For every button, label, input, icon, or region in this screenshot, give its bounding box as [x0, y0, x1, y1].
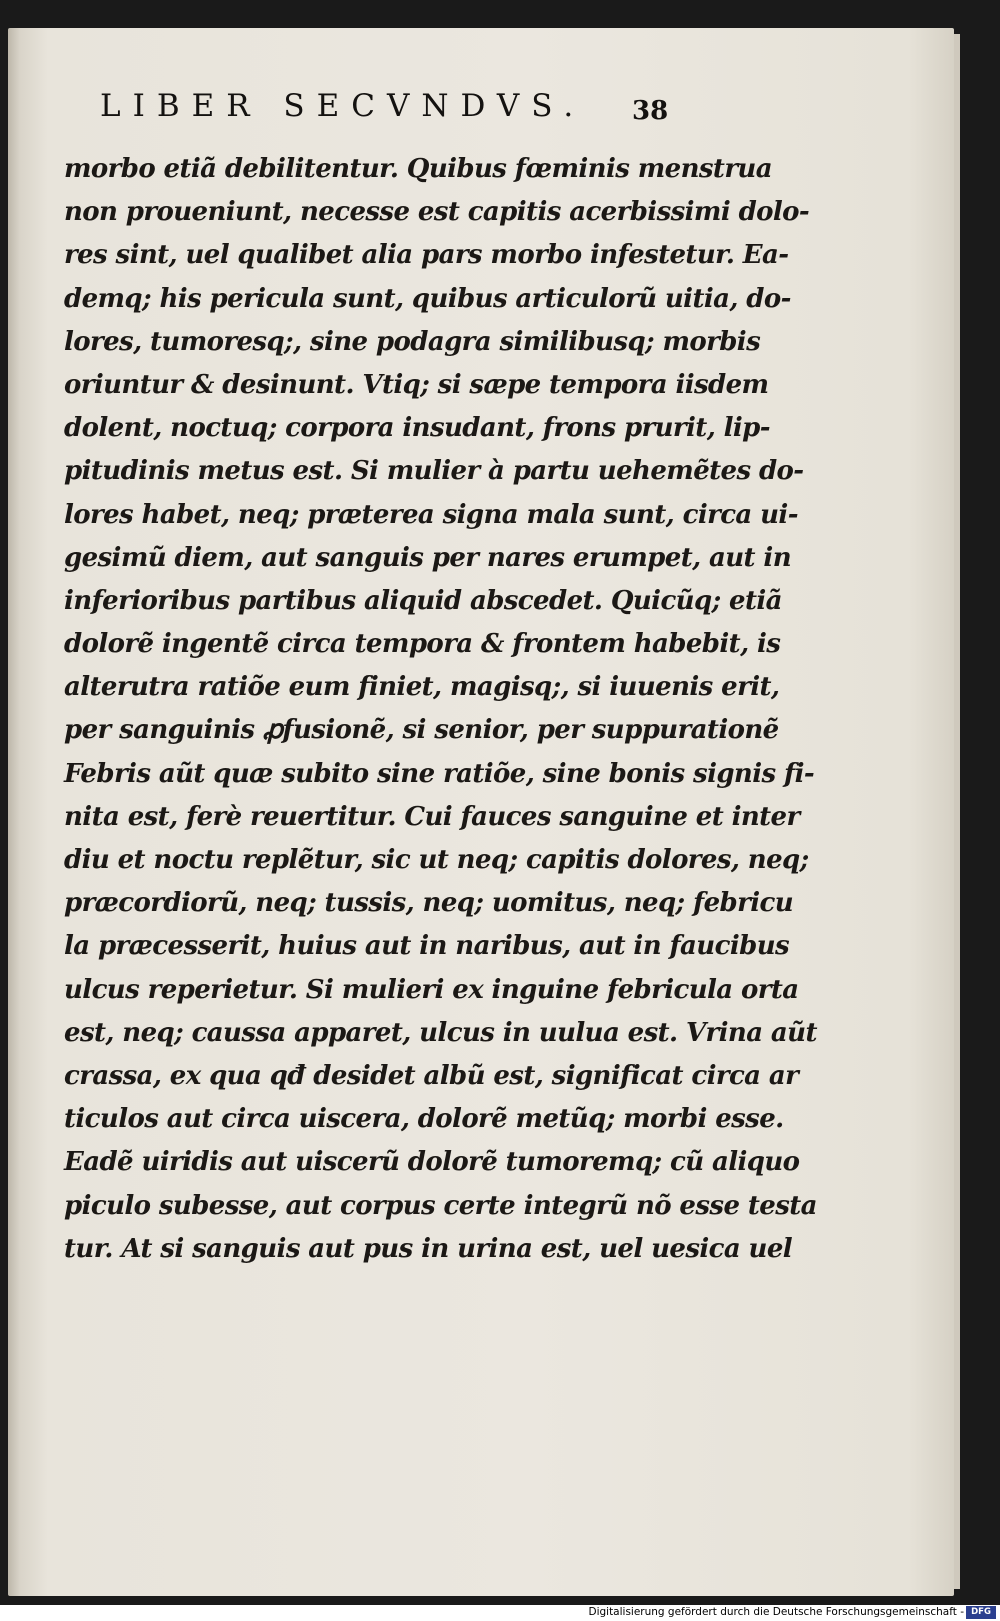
- text-line: Febris aũt quæ subito sine ratiõe, sine bonis signis fi-: [64, 758, 815, 789]
- text-line: non proueniunt, necesse est capitis acerbissimi dolo-: [64, 197, 810, 228]
- text-line: alterutra ratiõe eum finiet, magisq;, si iuuenis erit,: [64, 672, 780, 703]
- funding-credit: Digitalisierung gefördert durch die Deutsche Forschungsgemeinschaft -: [588, 1606, 964, 1618]
- text-line: inferioribus partibus aliquid abscedet. Quicũq; etiã: [64, 585, 782, 616]
- text-line: præcordiorũ, neq; tussis, neq; uomitus, neq; febricu: [64, 888, 794, 919]
- text-line: lores, tumoresq;, sine podagra similibusq; morbis: [64, 326, 761, 357]
- page-number: 38: [632, 96, 669, 126]
- running-head: LIBER SECVNDVS.: [100, 88, 586, 124]
- dfg-logo: DFG: [966, 1606, 996, 1619]
- text-line: dolorẽ ingentẽ circa tempora & frontem habebit, is: [64, 629, 781, 660]
- text-line: gesimũ diem, aut sanguis per nares erumpet, aut in: [64, 542, 791, 573]
- footer-bar: [0, 1605, 1000, 1621]
- text-line: piculo subesse, aut corpus certe integrũ nõ esse testa: [64, 1190, 817, 1221]
- text-line: Eadẽ uiridis aut uiscerũ dolorẽ tumoremq; cũ aliquo: [64, 1147, 800, 1178]
- text-line: crassa, ex qua qđ desidet albũ est, significat circa ar: [64, 1060, 799, 1091]
- text-line: est, neq; caussa apparet, ulcus in uulua est. Vrina aũt: [64, 1017, 817, 1048]
- text-line: diu et noctu replẽtur, sic ut neq; capitis dolores, neq;: [64, 845, 809, 875]
- text-line: tur. At si sanguis aut pus in urina est, uel uesica uel: [64, 1233, 793, 1264]
- text-line: dolent, noctuq; corpora insudant, frons prurit, lip-: [64, 413, 770, 444]
- text-line: oriuntur & desinunt. Vtiq; si sæpe tempora iisdem: [64, 369, 769, 400]
- text-line: res sint, uel qualibet alia pars morbo infestetur. Ea-: [64, 240, 789, 271]
- page-edge: [954, 34, 960, 1589]
- body-text: [64, 148, 817, 1271]
- text-line: ulcus reperietur. Si mulieri ex inguine febricula orta: [64, 974, 799, 1005]
- text-line: pitudinis metus est. Si mulier à partu uehemẽtes do-: [64, 456, 804, 487]
- text-line: ticulos aut circa uiscera, dolorẽ metũq; morbi esse.: [64, 1104, 784, 1135]
- text-line: demq; his pericula sunt, quibus articulorũ uitia, do-: [64, 283, 791, 314]
- text-line: morbo etiã debilitentur. Quibus fœminis menstrua: [64, 154, 772, 184]
- text-line: per sanguinis ꝓfusionẽ, si senior, per suppurationẽ: [64, 715, 779, 746]
- text-line: nita est, ferè reuertitur. Cui fauces sanguine et inter: [64, 801, 800, 832]
- text-line: lores habet, neq; præterea signa mala sunt, circa ui-: [64, 499, 798, 530]
- text-line: la præcesserit, huius aut in naribus, aut in faucibus: [64, 931, 790, 962]
